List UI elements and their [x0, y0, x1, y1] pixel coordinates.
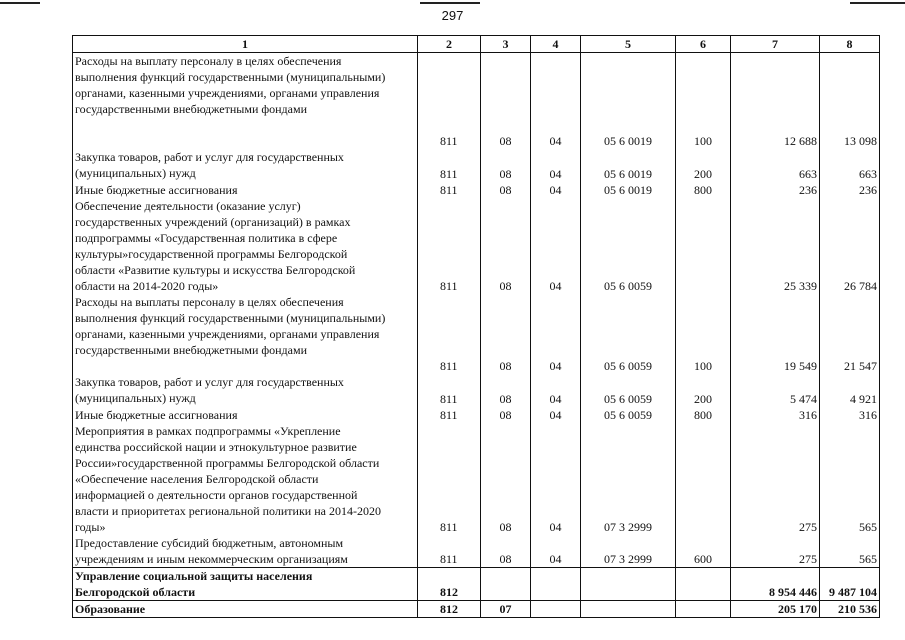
amount-2017: 21 547 [820, 294, 880, 374]
target-article: 05 6 0019 [581, 149, 676, 182]
expense-type [676, 601, 731, 618]
expense-type: 600 [676, 535, 731, 568]
amount-2016: 236 [731, 182, 820, 198]
target-article [581, 568, 676, 601]
amount-2016: 316 [731, 407, 820, 423]
subsection-code: 04 [531, 407, 581, 423]
page-number: 297 [441, 8, 464, 23]
section-code: 08 [481, 53, 531, 149]
section-code: 08 [481, 374, 531, 407]
expense-type: 800 [676, 407, 731, 423]
amount-2016: 25 339 [731, 198, 820, 294]
row-description: Образование [73, 601, 418, 618]
amount-2017: 565 [820, 535, 880, 568]
subsection-code: 04 [531, 149, 581, 182]
row-description: Мероприятия в рамках подпрограммы «Укрепление единства российской нации и этнокультурное развитие России»государственной программы Белгородской области «Обеспечение населения Белгородской области информацией о деятельности органов государственной власти и приоритетах региональной политики на 2014-2020 годы» [73, 423, 418, 535]
subsection-code: 04 [531, 374, 581, 407]
table-row [73, 601, 880, 618]
table-row [73, 53, 880, 149]
target-article: 05 6 0059 [581, 374, 676, 407]
target-article: 07 3 2999 [581, 535, 676, 568]
target-article: 05 6 0059 [581, 294, 676, 374]
expense-type: 100 [676, 53, 731, 149]
subsection-code: 04 [531, 294, 581, 374]
header-col-8: 8 [820, 36, 880, 53]
section-code: 08 [481, 149, 531, 182]
admin-code: 811 [418, 294, 481, 374]
amount-2017: 663 [820, 149, 880, 182]
amount-2017: 316 [820, 407, 880, 423]
row-description: Обеспечение деятельности (оказание услуг) государственных учреждений (организаций) в рамках подпрограммы «Государственная политика в сфере культуры»государственной программы Белгородской области «Развитие культуры и искусства Белгородской области на 2014-2020 годы» [73, 198, 418, 294]
subsection-code [531, 568, 581, 601]
top-rule-left [0, 2, 40, 4]
section-code: 08 [481, 182, 531, 198]
row-description: Иные бюджетные ассигнования [73, 407, 418, 423]
row-description: Управление социальной защиты населения Белгородской области [73, 568, 418, 601]
expense-type [676, 568, 731, 601]
subsection-code: 04 [531, 182, 581, 198]
amount-2017: 26 784 [820, 198, 880, 294]
admin-code: 811 [418, 149, 481, 182]
row-description: Предоставление субсидий бюджетным, автономным учреждениям и иным некоммерческим организациям [73, 535, 418, 568]
section-code: 08 [481, 294, 531, 374]
target-article [581, 601, 676, 618]
target-article: 05 6 0059 [581, 198, 676, 294]
table-header-row [73, 36, 880, 53]
expense-type: 100 [676, 294, 731, 374]
target-article: 05 6 0019 [581, 182, 676, 198]
admin-code: 812 [418, 601, 481, 618]
target-article: 05 6 0019 [581, 53, 676, 149]
admin-code: 811 [418, 535, 481, 568]
header-col-7: 7 [731, 36, 820, 53]
amount-2016: 12 688 [731, 53, 820, 149]
amount-2017: 9 487 104 [820, 568, 880, 601]
amount-2017: 210 536 [820, 601, 880, 618]
amount-2016: 5 474 [731, 374, 820, 407]
admin-code: 812 [418, 568, 481, 601]
table-row [73, 407, 880, 423]
admin-code: 811 [418, 407, 481, 423]
amount-2017: 236 [820, 182, 880, 198]
section-code: 08 [481, 535, 531, 568]
amount-2016: 205 170 [731, 601, 820, 618]
top-rule-right [850, 2, 905, 4]
target-article: 07 3 2999 [581, 423, 676, 535]
row-description: Закупка товаров, работ и услуг для государственных (муниципальных) нужд [73, 149, 418, 182]
admin-code: 811 [418, 423, 481, 535]
amount-2017: 13 098 [820, 53, 880, 149]
expense-type: 800 [676, 182, 731, 198]
table-row [73, 294, 880, 374]
amount-2016: 663 [731, 149, 820, 182]
section-code: 08 [481, 407, 531, 423]
subsection-code: 04 [531, 535, 581, 568]
header-col-5: 5 [581, 36, 676, 53]
header-col-6: 6 [676, 36, 731, 53]
section-code: 07 [481, 601, 531, 618]
admin-code: 811 [418, 374, 481, 407]
expense-type [676, 198, 731, 294]
subsection-code: 04 [531, 198, 581, 294]
table-body [73, 53, 880, 618]
table-row [73, 568, 880, 601]
subsection-code: 04 [531, 423, 581, 535]
amount-2016: 19 549 [731, 294, 820, 374]
expense-type: 200 [676, 374, 731, 407]
amount-2016: 8 954 446 [731, 568, 820, 601]
admin-code: 811 [418, 182, 481, 198]
subsection-code [531, 601, 581, 618]
row-description: Иные бюджетные ассигнования [73, 182, 418, 198]
amount-2017: 4 921 [820, 374, 880, 407]
admin-code: 811 [418, 198, 481, 294]
expense-type: 200 [676, 149, 731, 182]
amount-2017: 565 [820, 423, 880, 535]
admin-code: 811 [418, 53, 481, 149]
row-description: Расходы на выплату персоналу в целях обеспечения выполнения функций государственными (муниципальными) органами, казенными учреждениями, органами управления государственными внебюджетными фондами [73, 53, 418, 149]
table-row [73, 149, 880, 182]
amount-2016: 275 [731, 423, 820, 535]
top-rule-center [420, 2, 480, 4]
table-row [73, 423, 880, 535]
section-code [481, 568, 531, 601]
header-col-2: 2 [418, 36, 481, 53]
subsection-code: 04 [531, 53, 581, 149]
row-description: Расходы на выплаты персоналу в целях обеспечения выполнения функций государственными (муниципальными) органами, казенными учреждениями, органами управления государственными внебюджетными фондами [73, 294, 418, 374]
header-col-3: 3 [481, 36, 531, 53]
header-col-4: 4 [531, 36, 581, 53]
budget-table [72, 35, 880, 618]
table-row [73, 374, 880, 407]
table-row [73, 198, 880, 294]
table-row [73, 535, 880, 568]
header-col-1: 1 [73, 36, 418, 53]
section-code: 08 [481, 423, 531, 535]
amount-2016: 275 [731, 535, 820, 568]
row-description: Закупка товаров, работ и услуг для государственных (муниципальных) нужд [73, 374, 418, 407]
expense-type [676, 423, 731, 535]
table-row [73, 182, 880, 198]
section-code: 08 [481, 198, 531, 294]
target-article: 05 6 0059 [581, 407, 676, 423]
